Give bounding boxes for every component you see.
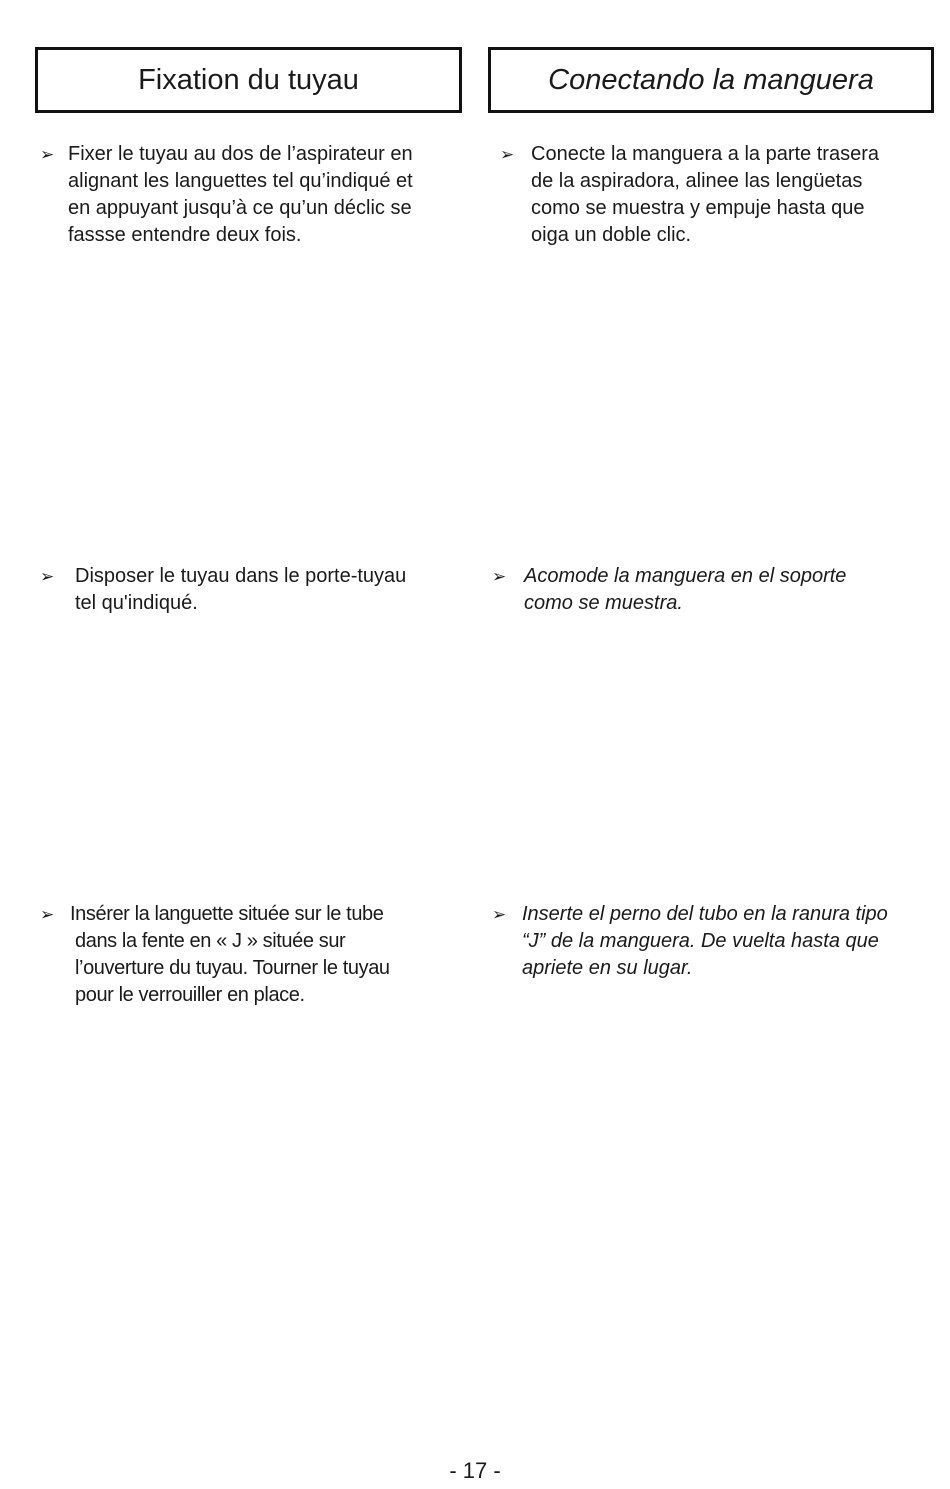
spanish-step-3-line: “J” de la manguera. De vuelta hasta que [522,930,879,952]
french-step-3-line: dans la fente en « J » située sur [75,930,346,952]
french-header-text: Fixation du tuyau [138,63,359,96]
bullet-arrow-icon: ➢ [40,567,55,586]
french-step-3-line: Insérer la languette située sur le tube [70,903,384,925]
french-step-2 [40,563,465,617]
french-step-1-line: Fixer le tuyau au dos de l’aspirateur en [68,143,413,165]
page-number: - 17 - [449,1458,501,1483]
spanish-section-header [488,47,934,113]
spanish-header-text: Conectando la manguera [548,63,874,96]
bullet-arrow-icon: ➢ [492,905,507,924]
spanish-step-2-line: Acomode la manguera en el soporte [524,565,847,587]
spanish-step-1 [500,141,940,249]
spanish-step-3 [492,901,942,982]
bullet-arrow-icon: ➢ [40,145,55,164]
bullet-arrow-icon: ➢ [500,145,515,164]
french-step-1-line: en appuyant jusqu’à ce qu’un déclic se [68,197,412,219]
french-step-1-line: fassse entendre deux fois. [68,224,302,246]
spanish-step-1-line: de la aspiradora, alinee las lengüetas [531,170,863,192]
spanish-step-2-line: como se muestra. [524,592,683,614]
french-step-3-line: pour le verrouiller en place. [75,984,305,1006]
bullet-arrow-icon: ➢ [40,905,54,924]
spanish-step-3-line: Inserte el perno del tubo en la ranura tipo [522,903,888,925]
spanish-step-1-line: oiga un doble clic. [531,224,692,246]
spanish-step-1-line: Conecte la manguera a la parte trasera [531,143,879,165]
french-step-3-line: l’ouverture du tuyau. Tourner le tuyau [75,957,390,979]
french-step-2-line: Disposer le tuyau dans le porte-tuyau [75,565,407,587]
spanish-step-3-line: apriete en su lugar. [522,957,693,979]
french-section-header [35,47,462,113]
french-step-3 [40,901,465,1009]
spanish-step-1-line: como se muestra y empuje hasta que [531,197,865,219]
french-step-1 [40,141,465,249]
bullet-arrow-icon: ➢ [492,567,507,586]
french-step-2-line: tel qu'indiqué. [75,592,198,614]
spanish-step-2 [492,563,932,617]
french-step-1-line: alignant les languettes tel qu’indiqué et [68,170,413,192]
